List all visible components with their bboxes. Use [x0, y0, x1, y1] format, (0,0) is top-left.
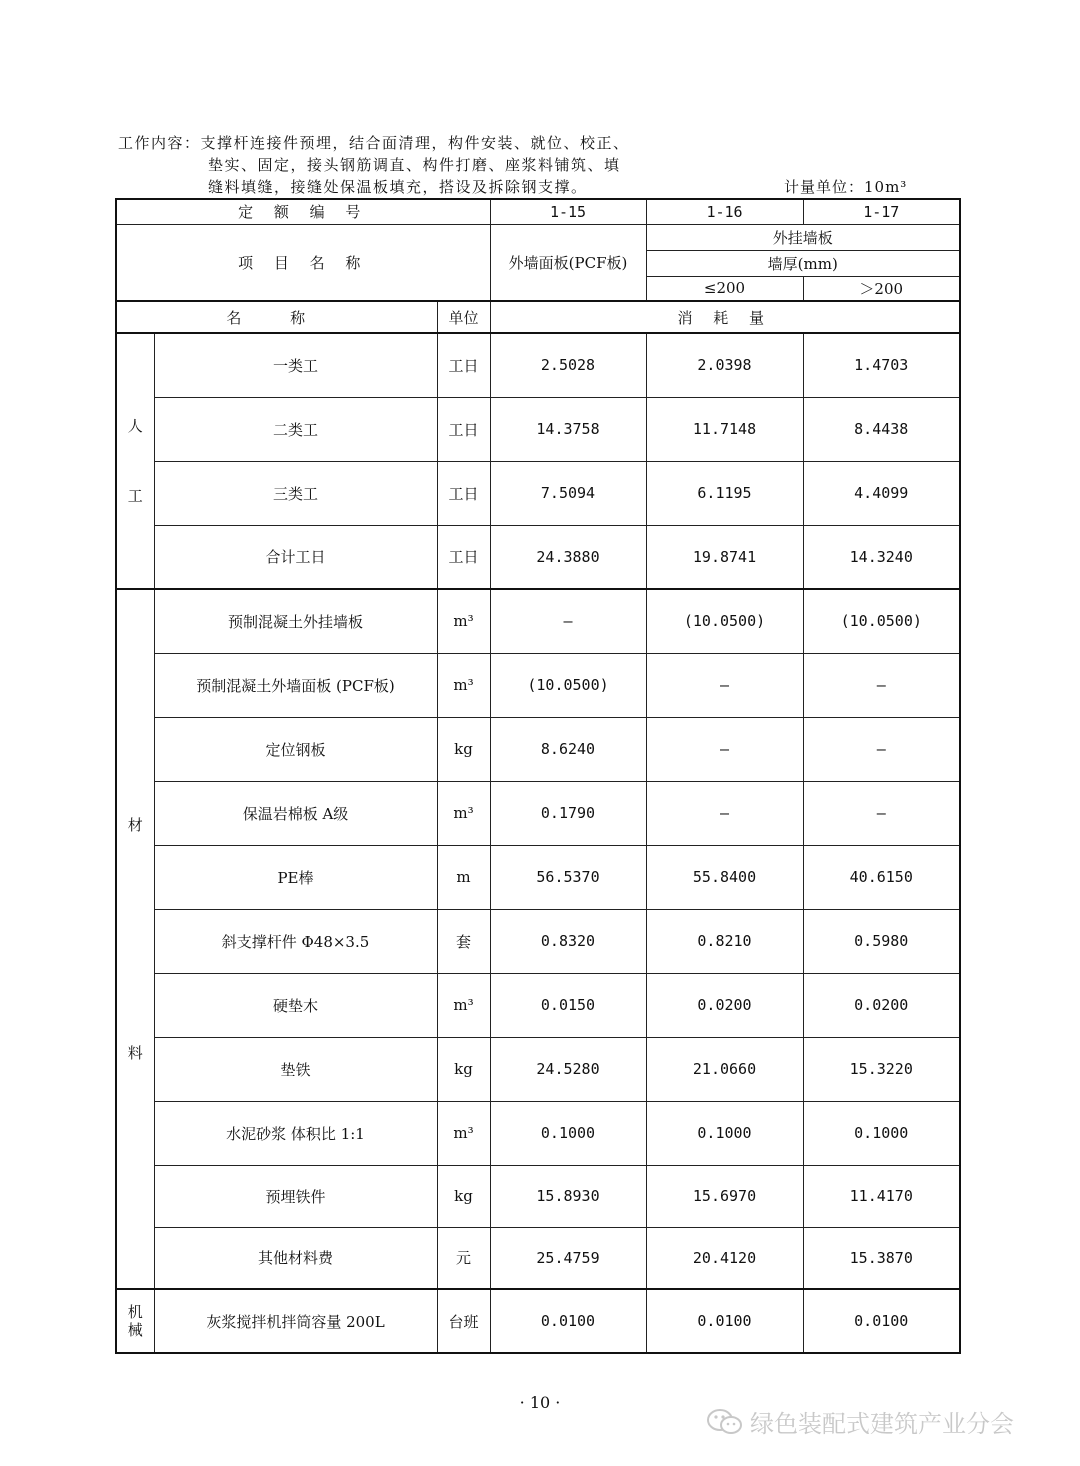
- item-hanging-panel: 外挂墙板: [646, 224, 960, 250]
- row-name: PE棒: [154, 845, 437, 909]
- row-value: 0.8320: [490, 909, 646, 973]
- row-name: 保温岩棉板 A级: [154, 781, 437, 845]
- row-unit: m³: [437, 653, 490, 717]
- row-value: 15.8930: [490, 1165, 646, 1227]
- row-name: 定位钢板: [154, 717, 437, 781]
- row-value: 25.4759: [490, 1227, 646, 1289]
- row-value: 7.5094: [490, 461, 646, 525]
- row-name: 合计工日: [154, 525, 437, 589]
- row-value: 20.4120: [646, 1227, 803, 1289]
- row-value: 11.4170: [803, 1165, 960, 1227]
- section-label: 机械: [127, 1303, 143, 1339]
- row-value: (10.0500): [490, 653, 646, 717]
- row-unit: 套: [437, 909, 490, 973]
- row-name: 预制混凝土外墙面板 (PCF板): [154, 653, 437, 717]
- table-row: [116, 973, 960, 1037]
- row-value: 19.8741: [646, 525, 803, 589]
- row-value: 0.1000: [646, 1101, 803, 1165]
- row-name: 其他材料费: [154, 1227, 437, 1289]
- table-row: [116, 1289, 960, 1353]
- section-material: [116, 589, 154, 1289]
- row-unit: 元: [437, 1227, 490, 1289]
- row-value: 0.1000: [490, 1101, 646, 1165]
- work-content-line-1: 工作内容：支撑杆连接件预埋，结合面清理，构件安装、就位、校正、: [118, 134, 630, 152]
- thickness-gt-200: ＞200: [803, 276, 960, 301]
- work-content: [118, 132, 630, 198]
- item-name-label: 项 目 名 称: [116, 224, 490, 301]
- watermark: [706, 1404, 1014, 1439]
- item-name-row: [116, 224, 960, 250]
- section-label: 工: [127, 487, 143, 505]
- row-name: 三类工: [154, 461, 437, 525]
- code-1-16: 1-16: [646, 199, 803, 224]
- quota-table: [115, 198, 961, 1354]
- row-value: 21.0660: [646, 1037, 803, 1101]
- section-label: 人: [127, 417, 143, 435]
- row-value: 24.5280: [490, 1037, 646, 1101]
- row-value: —: [646, 781, 803, 845]
- work-content-line-3: 缝料填缝，接缝处保温板填充，搭设及拆除钢支撑。: [208, 178, 588, 196]
- row-value: 24.3880: [490, 525, 646, 589]
- table-row: [116, 653, 960, 717]
- row-value: 8.4438: [803, 397, 960, 461]
- row-value: 4.4099: [803, 461, 960, 525]
- wall-thickness-label: 墙厚(mm): [646, 250, 960, 276]
- row-value: 15.3220: [803, 1037, 960, 1101]
- page-number: · 10 ·: [519, 1393, 561, 1412]
- row-unit: kg: [437, 1165, 490, 1227]
- row-value: 0.0100: [490, 1289, 646, 1353]
- row-unit: m³: [437, 1101, 490, 1165]
- row-value: (10.0500): [646, 589, 803, 653]
- name-column-header: 名 称: [116, 301, 437, 333]
- row-unit: 工日: [437, 333, 490, 397]
- row-value: 0.5980: [803, 909, 960, 973]
- row-value: 0.0200: [646, 973, 803, 1037]
- row-unit: m³: [437, 973, 490, 1037]
- row-name: 二类工: [154, 397, 437, 461]
- table-row: [116, 909, 960, 973]
- watermark-text: 绿色装配式建筑产业分会: [750, 1410, 1014, 1438]
- code-1-15: 1-15: [490, 199, 646, 224]
- quota-number-row: [116, 199, 960, 224]
- measurement-unit: 计量单位：10m³: [784, 178, 908, 196]
- table-row: [116, 1101, 960, 1165]
- row-value: 1.4703: [803, 333, 960, 397]
- row-value: 8.6240: [490, 717, 646, 781]
- row-value: 11.7148: [646, 397, 803, 461]
- row-value: 55.8400: [646, 845, 803, 909]
- table-row: [116, 781, 960, 845]
- row-name: 一类工: [154, 333, 437, 397]
- quota-number-label: 定 额 编 号: [116, 199, 490, 224]
- row-unit: 工日: [437, 461, 490, 525]
- row-name: 预制混凝土外挂墙板: [154, 589, 437, 653]
- row-value: 0.0100: [803, 1289, 960, 1353]
- row-unit: 台班: [437, 1289, 490, 1353]
- row-unit: m³: [437, 781, 490, 845]
- consumption-header: 消 耗 量: [490, 301, 960, 333]
- row-value: 56.5370: [490, 845, 646, 909]
- row-value: 0.0100: [646, 1289, 803, 1353]
- row-value: 0.0200: [803, 973, 960, 1037]
- table-row: [116, 397, 960, 461]
- row-value: 15.3870: [803, 1227, 960, 1289]
- section-machine: [116, 1289, 154, 1353]
- row-value: 0.1000: [803, 1101, 960, 1165]
- row-unit: m³: [437, 589, 490, 653]
- row-name: 硬垫木: [154, 973, 437, 1037]
- wechat-icon: [706, 1407, 744, 1437]
- table-row: [116, 845, 960, 909]
- section-label: 料: [127, 1044, 143, 1062]
- row-value: —: [646, 717, 803, 781]
- code-1-17: 1-17: [803, 199, 960, 224]
- table-row: [116, 1227, 960, 1289]
- row-unit: 工日: [437, 525, 490, 589]
- column-header-row: [116, 301, 960, 333]
- row-value: —: [646, 653, 803, 717]
- item-pcf-panel: 外墙面板(PCF板): [490, 224, 646, 301]
- table-row: [116, 1037, 960, 1101]
- row-value: 2.0398: [646, 333, 803, 397]
- row-unit: 工日: [437, 397, 490, 461]
- row-name: 水泥砂浆 体积比 1:1: [154, 1101, 437, 1165]
- row-value: —: [490, 589, 646, 653]
- unit-column-header: 单位: [437, 301, 490, 333]
- row-value: —: [803, 653, 960, 717]
- row-name: 垫铁: [154, 1037, 437, 1101]
- section-label: 材: [127, 816, 143, 834]
- row-value: 14.3240: [803, 525, 960, 589]
- row-name: 预埋铁件: [154, 1165, 437, 1227]
- table-row: [116, 525, 960, 589]
- row-value: 2.5028: [490, 333, 646, 397]
- row-unit: kg: [437, 717, 490, 781]
- section-labor: [116, 333, 154, 589]
- row-value: 15.6970: [646, 1165, 803, 1227]
- row-unit: m: [437, 845, 490, 909]
- row-value: 14.3758: [490, 397, 646, 461]
- row-unit: kg: [437, 1037, 490, 1101]
- row-value: —: [803, 717, 960, 781]
- row-value: 0.0150: [490, 973, 646, 1037]
- table-row: [116, 717, 960, 781]
- row-value: 0.1790: [490, 781, 646, 845]
- row-value: (10.0500): [803, 589, 960, 653]
- table-row: [116, 461, 960, 525]
- row-value: —: [803, 781, 960, 845]
- row-value: 6.1195: [646, 461, 803, 525]
- row-value: 40.6150: [803, 845, 960, 909]
- table-row: [116, 589, 960, 653]
- row-name: 斜支撑杆件 Φ48×3.5: [154, 909, 437, 973]
- work-content-line-2: 垫实、固定，接头钢筋调直、构件打磨、座浆料铺筑、填: [208, 156, 621, 174]
- table-row: [116, 333, 960, 397]
- thickness-le-200: ≤200: [646, 276, 803, 301]
- row-name: 灰浆搅拌机拌筒容量 200L: [154, 1289, 437, 1353]
- table-row: [116, 1165, 960, 1227]
- row-value: 0.8210: [646, 909, 803, 973]
